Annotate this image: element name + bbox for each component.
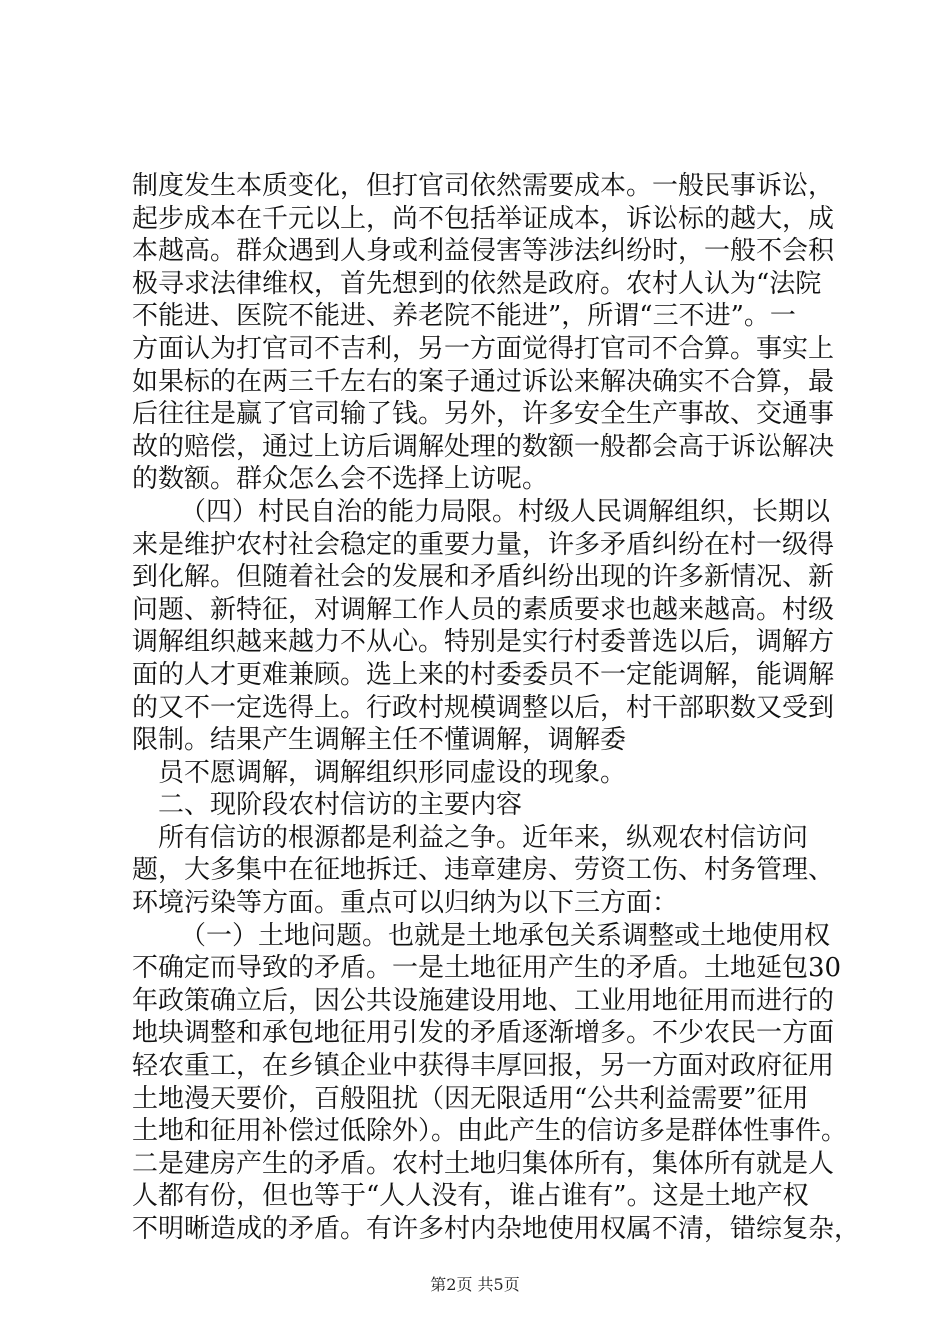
text-line: 制度发生本质变化，但打官司依然需要成本。一般民事诉讼， [132, 171, 835, 201]
text-line: 员不愿调解，调解组织形同虚设的现象。 [158, 757, 627, 788]
text-line: （四）村民自治的能力局限。村级人民调解组织，长期以 [180, 496, 831, 527]
text-line: 限制。结果产生调解主任不懂调解，调解委 [132, 725, 627, 756]
text-line: 来是维护农村社会稳定的重要力量，许多矛盾纠纷在村一级得 [132, 529, 835, 560]
text-line: 环境污染等方面。重点可以归纳为以下三方面： [132, 888, 679, 919]
text-line: 极寻求法律维权，首先想到的依然是政府。农村人认为“法院 [132, 268, 822, 299]
text-line: 调解组织越来越力不从心。特别是实行村委普选以后，调解方 [132, 627, 835, 658]
text-line: 本越高。群众遇到人身或利益侵害等涉法纠纷时，一般不会积 [132, 236, 835, 267]
text-line: 的又不一定选得上。行政村规模调整以后，村干部职数又受到 [132, 692, 835, 723]
text-line: 面的人才更难兼顾。选上来的村委委员不一定能调解，能调解 [132, 659, 835, 690]
text-line: 故的赔偿，通过上访后调解处理的数额一般都会高于诉讼解决 [132, 431, 835, 462]
text-line: 地块调整和承包地征用引发的矛盾逐渐增多。不少农民一方面 [132, 1018, 835, 1049]
text-line: 问题、新特征，对调解工作人员的素质要求也越来越高。村级 [132, 594, 835, 625]
text-line: 不确定而导致的矛盾。一是土地征用产生的矛盾。土地延包30 [132, 953, 842, 984]
text-line: 的数额。群众怎么会不选择上访呢。 [132, 464, 549, 495]
text-line: 二、现阶段农村信访的主要内容 [158, 790, 523, 821]
text-line: 不能进、医院不能进、养老院不能进”，所谓“三不进”。一 [132, 301, 796, 332]
text-line: 后往往是赢了官司输了钱。另外，许多安全生产事故、交通事 [132, 399, 835, 430]
text-line: 不明晰造成的矛盾。有许多村内杂地使用权属不清，错综复杂， [132, 1214, 861, 1244]
text-line: 轻农重工，在乡镇企业中获得丰厚回报，另一方面对政府征用 [132, 1051, 835, 1082]
document-body [132, 170, 861, 1246]
text-line: 人都有份，但也等于“人人没有，谁占谁有”。这是土地产权 [132, 1181, 809, 1212]
text-line: 土地漫天要价，百般阻扰（因无限适用“公共利益需要”征用 [132, 1083, 809, 1114]
text-line: 年政策确立后，因公共设施建设用地、工业用地征用而进行的 [132, 985, 835, 1016]
page-footer: 第2页 共5页 [430, 1275, 520, 1294]
text-line: 如果标的在两三千左右的案子通过诉讼来解决确实不合算，最 [132, 366, 835, 397]
text-line: （一）土地问题。也就是土地承包关系调整或土地使用权 [180, 920, 831, 951]
text-line: 到化解。但随着社会的发展和矛盾纠纷出现的许多新情况、新 [132, 562, 835, 593]
text-line: 起步成本在千元以上，尚不包括举证成本，诉讼标的越大，成 [132, 203, 835, 234]
text-line: 方面认为打官司不吉利，另一方面觉得打官司不合算。事实上 [132, 333, 835, 364]
text-line: 所有信访的根源都是利益之争。近年来，纵观农村信访问 [158, 822, 809, 853]
text-line: 土地和征用补偿过低除外）。由此产生的信访多是群体性事件。 [132, 1116, 848, 1147]
text-line: 题，大多集中在征地拆迁、违章建房、劳资工伤、村务管理、 [132, 855, 835, 886]
text-line: 二是建房产生的矛盾。农村土地归集体所有，集体所有就是人 [132, 1148, 835, 1179]
